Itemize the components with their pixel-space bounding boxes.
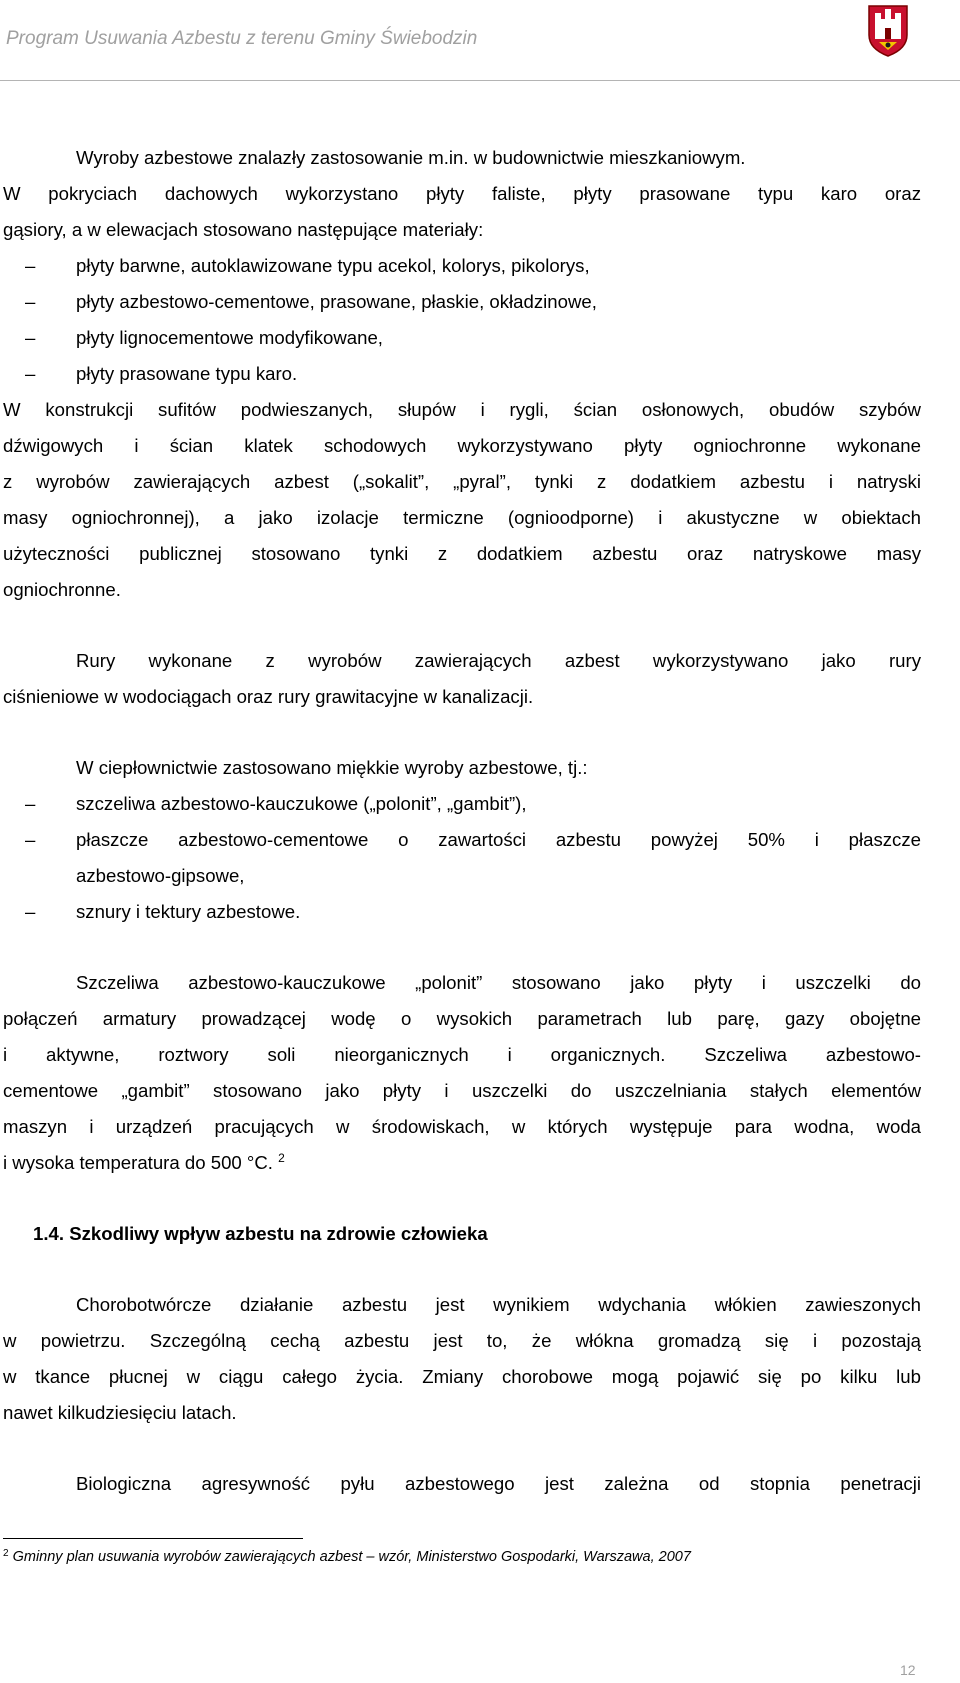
paragraph-4 (3, 750, 921, 930)
list-item-text: płyty barwne, autoklawizowane typu acekol, kolorys, pikolorys, (76, 255, 590, 276)
text-line: W konstrukcji sufitów podwieszanych, słupów i rygli, ścian osłonowych, obudów szybów (3, 399, 921, 420)
dash-bullet: – (25, 327, 36, 348)
list-item-text: płyty lignocementowe modyfikowane, (76, 327, 383, 348)
text-line: gąsiory, a w elewacjach stosowano następujące materiały: (3, 219, 484, 240)
footnote-separator (3, 1538, 303, 1539)
paragraph-spacer (3, 715, 921, 750)
paragraph-7 (3, 1466, 921, 1502)
text-line: ogniochronne. (3, 579, 121, 600)
text-line: w powietrzu. Szczególną cechą azbestu jest to, że włókna gromadzą się i pozostają (3, 1330, 921, 1351)
dash-bullet: – (25, 255, 36, 276)
paragraph-spacer (3, 1181, 921, 1216)
paragraph-spacer (3, 1431, 921, 1466)
text-line: Szczeliwa azbestowo-kauczukowe „polonit” stosowano jako płyty i uszczelki do (76, 972, 921, 993)
bullet-list-roofing (3, 248, 921, 392)
paragraph-spacer (3, 930, 921, 965)
list-item (3, 320, 921, 356)
text-line-content: i wysoka temperatura do 500 °C. (3, 1152, 273, 1173)
list-item-continuation: azbestowo-gipsowe, (76, 865, 245, 886)
text-line: Wyroby azbestowe znalazły zastosowanie m.in. w budownictwie mieszkaniowym. (76, 147, 746, 168)
list-item-text: płaszcze azbestowo-cementowe o zawartości azbestu powyżej 50% i płaszcze (76, 829, 921, 850)
text-line: Biologiczna agresywność pyłu azbestowego jest zależna od stopnia penetracji (76, 1473, 921, 1494)
header-title: Program Usuwania Azbestu z terenu Gminy Świebodzin (6, 28, 478, 49)
text-line: w tkance płucnej w ciągu całego życia. Zmiany chorobowe mogą pojawić się po kilku lub (3, 1366, 921, 1387)
text-line: dźwigowych i ścian klatek schodowych wykorzystywano płyty ogniochronne wykonane (3, 435, 921, 456)
section-number: 1.4. (33, 1223, 65, 1244)
paragraph-3 (3, 643, 921, 715)
dash-bullet: – (25, 793, 36, 814)
text-line: użyteczności publicznej stosowano tynki z dodatkiem azbestu oraz natryskowe masy (3, 543, 921, 564)
list-item-text: płyty prasowane typu karo. (76, 363, 298, 384)
list-item (3, 894, 921, 930)
paragraph-6 (3, 1287, 921, 1431)
paragraph-5 (3, 965, 921, 1181)
text-line: Chorobotwórcze działanie azbestu jest wynikiem wdychania włókien zawieszonych (76, 1294, 921, 1315)
section-title: Szkodliwy wpływ azbestu na zdrowie człowieka (69, 1223, 488, 1244)
list-item (3, 356, 921, 392)
dash-bullet: – (25, 901, 36, 922)
text-line: Rury wykonane z wyrobów zawierających azbest wykorzystywano jako rury (76, 650, 921, 671)
text-line: maszyn i urządzeń pracujących w środowiskach, w których występuje para wodna, woda (3, 1116, 921, 1137)
paragraph-spacer (3, 1252, 921, 1287)
text-line: W pokryciach dachowych wykorzystano płyty faliste, płyty prasowane typu karo oraz (3, 183, 921, 204)
dash-bullet: – (25, 291, 36, 312)
text-line: i aktywne, roztwory soli nieorganicznych i organicznych. Szczeliwa azbestowo- (3, 1044, 921, 1065)
footnote-reference[interactable]: 2 (278, 1151, 285, 1165)
section-heading (3, 1216, 921, 1252)
footnote (3, 1545, 691, 1566)
list-item-text: szczeliwa azbestowo-kauczukowe („polonit”, „gambit”), (76, 793, 527, 814)
text-line: masy ogniochronnej), a jako izolacje termiczne (ognioodporne) i akustyczne w obiektach (3, 507, 921, 528)
text-line: W ciepłownictwie zastosowano miękkie wyroby azbestowe, tj.: (76, 757, 588, 778)
paragraph-1 (3, 140, 921, 248)
footnote-mark: 2 (3, 1548, 9, 1559)
list-item-text: sznury i tektury azbestowe. (76, 901, 301, 922)
footnote-text: Gminny plan usuwania wyrobów zawierających azbest – wzór, Ministerstwo Gospodarki, Warszawa, 2007 (12, 1549, 691, 1565)
text-line: cementowe „gambit” stosowano jako płyty i uszczelki do uszczelniania stałych elementów (3, 1080, 921, 1101)
text-line: nawet kilkudziesięciu latach. (3, 1402, 237, 1423)
paragraph-spacer (3, 608, 921, 643)
text-line: ciśnieniowe w wodociągach oraz rury grawitacyjne w kanalizacji. (3, 686, 534, 707)
text-line: z wyrobów zawierających azbest („sokalit”, „pyral”, tynki z dodatkiem azbestu i natryski (3, 471, 921, 492)
page-number: 12 (900, 1662, 916, 1678)
dash-bullet: – (25, 363, 36, 384)
list-item (3, 786, 921, 822)
list-item (3, 822, 921, 858)
list-item (3, 284, 921, 320)
text-line (3, 1145, 921, 1181)
document-body (3, 140, 921, 1502)
crest-icon (866, 3, 910, 57)
dash-bullet: – (25, 829, 36, 850)
page-header (0, 0, 960, 81)
list-item (3, 248, 921, 284)
text-line: połączeń armatury prowadzącej wodę o wysokich parametrach lub parę, gazy obojętne (3, 1008, 921, 1029)
paragraph-2 (3, 392, 921, 608)
list-item-text: płyty azbestowo-cementowe, prasowane, płaskie, okładzinowe, (76, 291, 597, 312)
